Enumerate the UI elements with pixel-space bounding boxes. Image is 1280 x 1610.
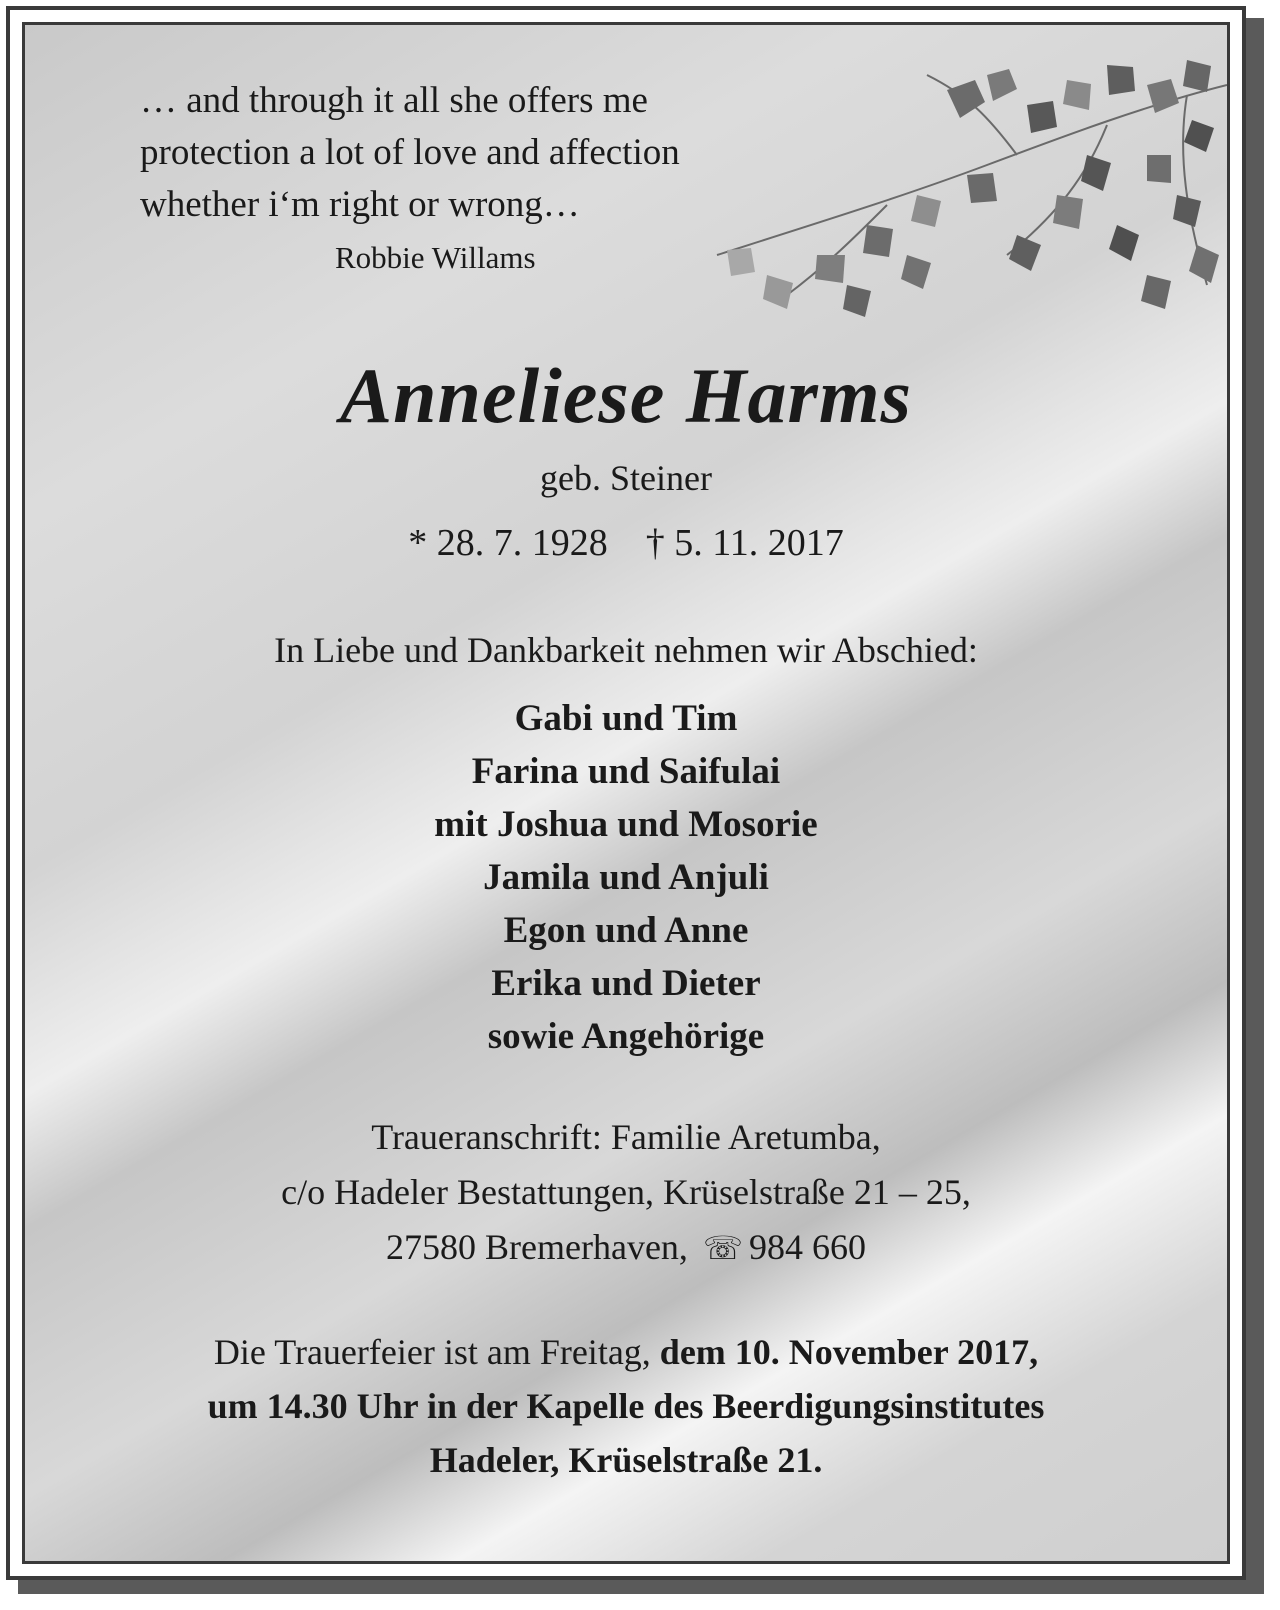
birth-date: * 28. 7. 1928: [408, 522, 608, 564]
mourner-entry: Gabi und Tim: [514, 698, 738, 739]
address-line: Traueranschrift: Familie Aretumba,: [371, 1117, 881, 1157]
funeral-line: Hadeler, Krüselstraße 21.: [429, 1440, 823, 1480]
mourner-entry: Egon und Anne: [503, 910, 749, 951]
address-city: 27580 Bremerhaven,: [386, 1227, 688, 1267]
quote-author: Robbie Willams: [335, 240, 536, 275]
quote-block: [140, 75, 680, 231]
death-date: † 5. 11. 2017: [645, 522, 844, 564]
mourners-list: [25, 692, 1227, 1063]
quote-line: protection a lot of love and affection: [140, 132, 680, 173]
deceased-name: Anneliese Harms: [340, 352, 912, 439]
funeral-info: [25, 1325, 1227, 1487]
mourning-address: [25, 1110, 1227, 1276]
funeral-line: [25, 1325, 1227, 1379]
address-line: c/o Hadeler Bestattungen, Krüselstraße 21 – 25,: [281, 1172, 971, 1212]
quote-line: whether i‘m right or wrong…: [140, 184, 580, 225]
life-dates: [25, 521, 1227, 565]
mourner-entry: Erika und Dieter: [491, 963, 761, 1004]
funeral-date: dem 10. November 2017,: [659, 1332, 1039, 1372]
birch-branch-leaves: [587, 45, 1227, 345]
farewell-line: In Liebe und Dankbarkeit nehmen wir Abschied:: [274, 630, 978, 670]
mourner-entry: sowie Angehörige: [487, 1016, 765, 1057]
obituary-panel: [22, 22, 1230, 1564]
quote-line: … and through it all she offers me: [140, 80, 648, 121]
obituary-frame: [6, 6, 1246, 1580]
mourner-entry: Farina und Saifulai: [471, 751, 781, 792]
mourner-entry: mit Joshua und Mosorie: [434, 804, 818, 845]
mourner-entry: Jamila und Anjuli: [483, 857, 769, 898]
phone-number: 984 660: [748, 1227, 866, 1267]
funeral-line: um 14.30 Uhr in der Kapelle des Beerdigungsinstitutes: [207, 1386, 1045, 1426]
address-line: [25, 1220, 1227, 1276]
telephone-icon: ☏: [702, 1230, 743, 1266]
birth-name: geb. Steiner: [540, 458, 712, 498]
funeral-intro: Die Trauerfeier ist am Freitag,: [213, 1332, 660, 1372]
